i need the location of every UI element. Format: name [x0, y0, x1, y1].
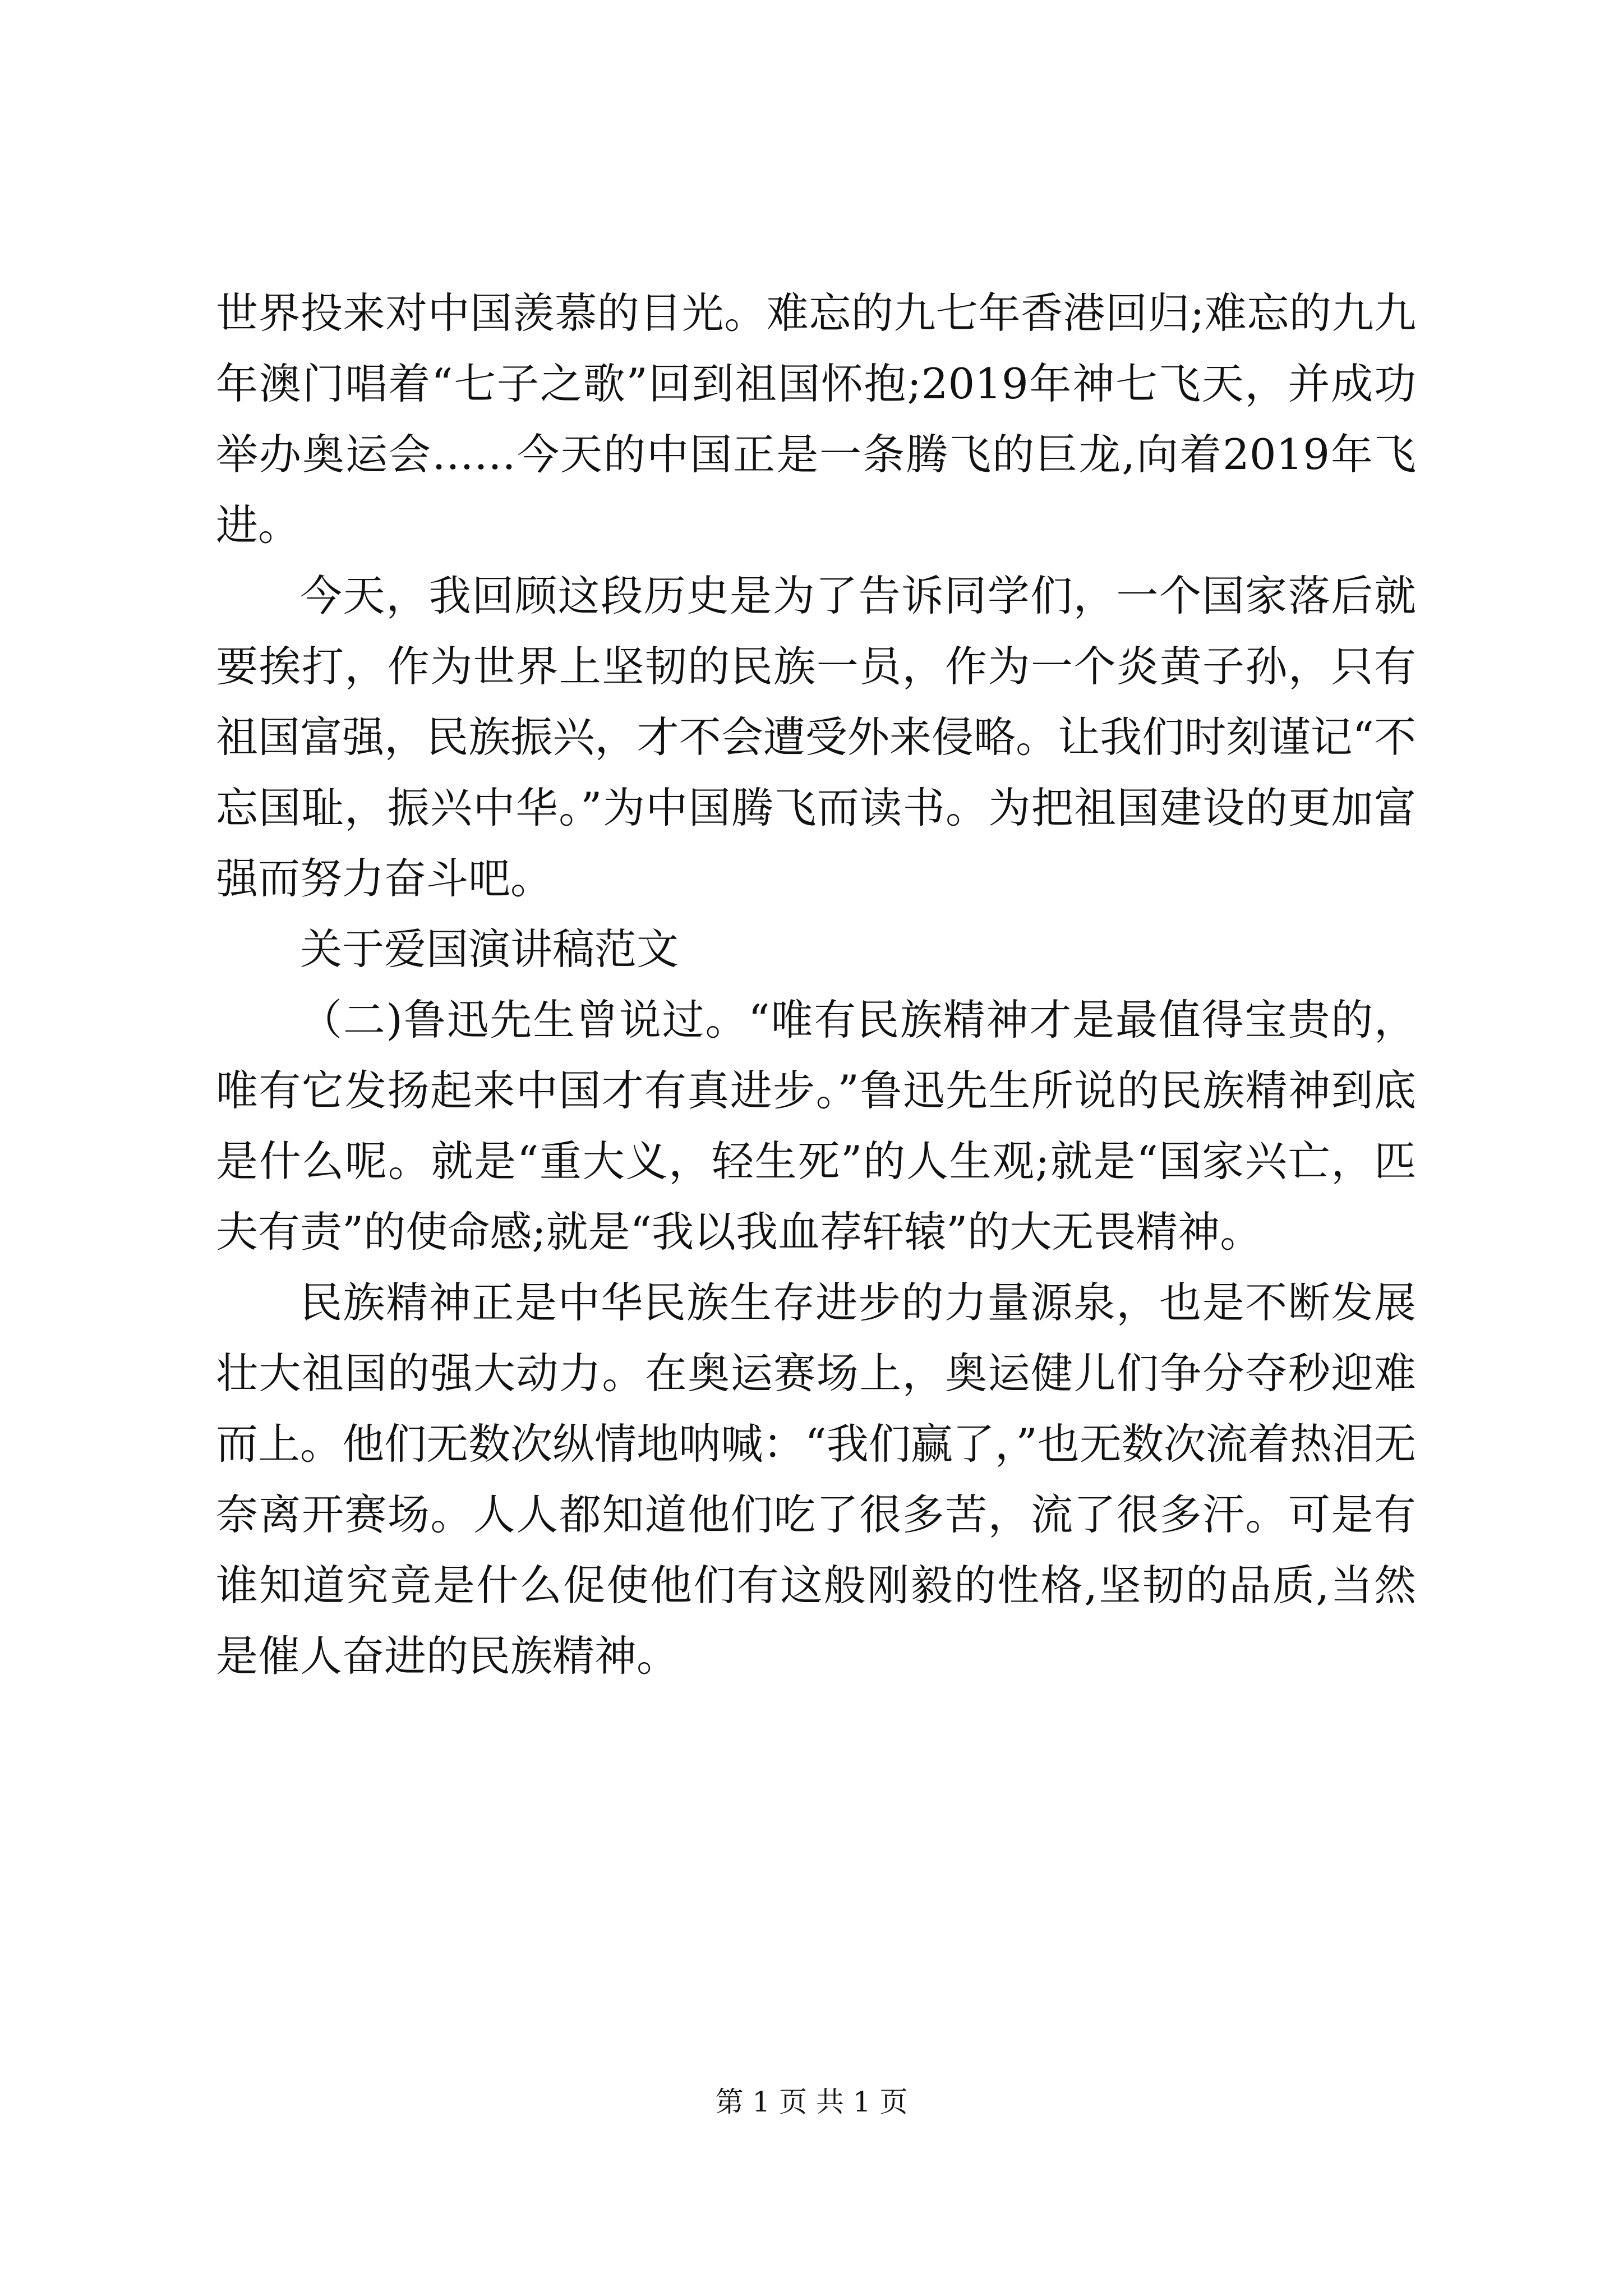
page-footer: 第 1 页 共 1 页: [715, 2086, 908, 2118]
section-heading: 关于爱国演讲稿范文: [300, 924, 679, 974]
paragraph-continued: 世界投来对中国羡慕的目光。难忘的九七年香港回归;难忘的九九年澳门唱着“七子之歌”回到祖国怀抱;2019年神七飞天，并成功举办奥运会……今天的中国正是一条腾飞的巨龙,向着2019年飞进。: [216, 288, 1416, 550]
paragraph-olympic-spirit: 民族精神正是中华民族生存进步的力量源泉，也是不断发展壮大祖国的强大动力。在奥运赛场上，奥运健儿们争分夺秒迎难而上。他们无数次纵情地呐喊：“我们赢了，”也无数次流着热泪无奈离开赛场。人人都知道他们吃了很多苦，流了很多汗。可是有谁知道究竟是什么促使他们有这般刚毅的性格,坚韧的品质,当然是催人奋进的民族精神。: [216, 1278, 1416, 1681]
document-body: [216, 278, 1416, 1691]
paragraph-national-spirit: （二)鲁迅先生曾说过。“唯有民族精神才是最值得宝贵的，唯有它发扬起来中国才有真进步。”鲁迅先生所说的民族精神到底是什么呢。就是“重大义，轻生死”的人生观;就是“国家兴亡，匹夫有责”的使命感;就是“我以我血荐轩辕”的大无畏精神。: [216, 995, 1416, 1257]
paragraph-history-review: 今天，我回顾这段历史是为了告诉同学们，一个国家落后就要挨打，作为世界上坚韧的民族一员，作为一个炎黄子孙，只有祖国富强，民族振兴，才不会遭受外来侵略。让我们时刻谨记“不忘国耻，振兴中华。”为中国腾飞而读书。为把祖国建设的更加富强而努力奋斗吧。: [216, 571, 1416, 903]
